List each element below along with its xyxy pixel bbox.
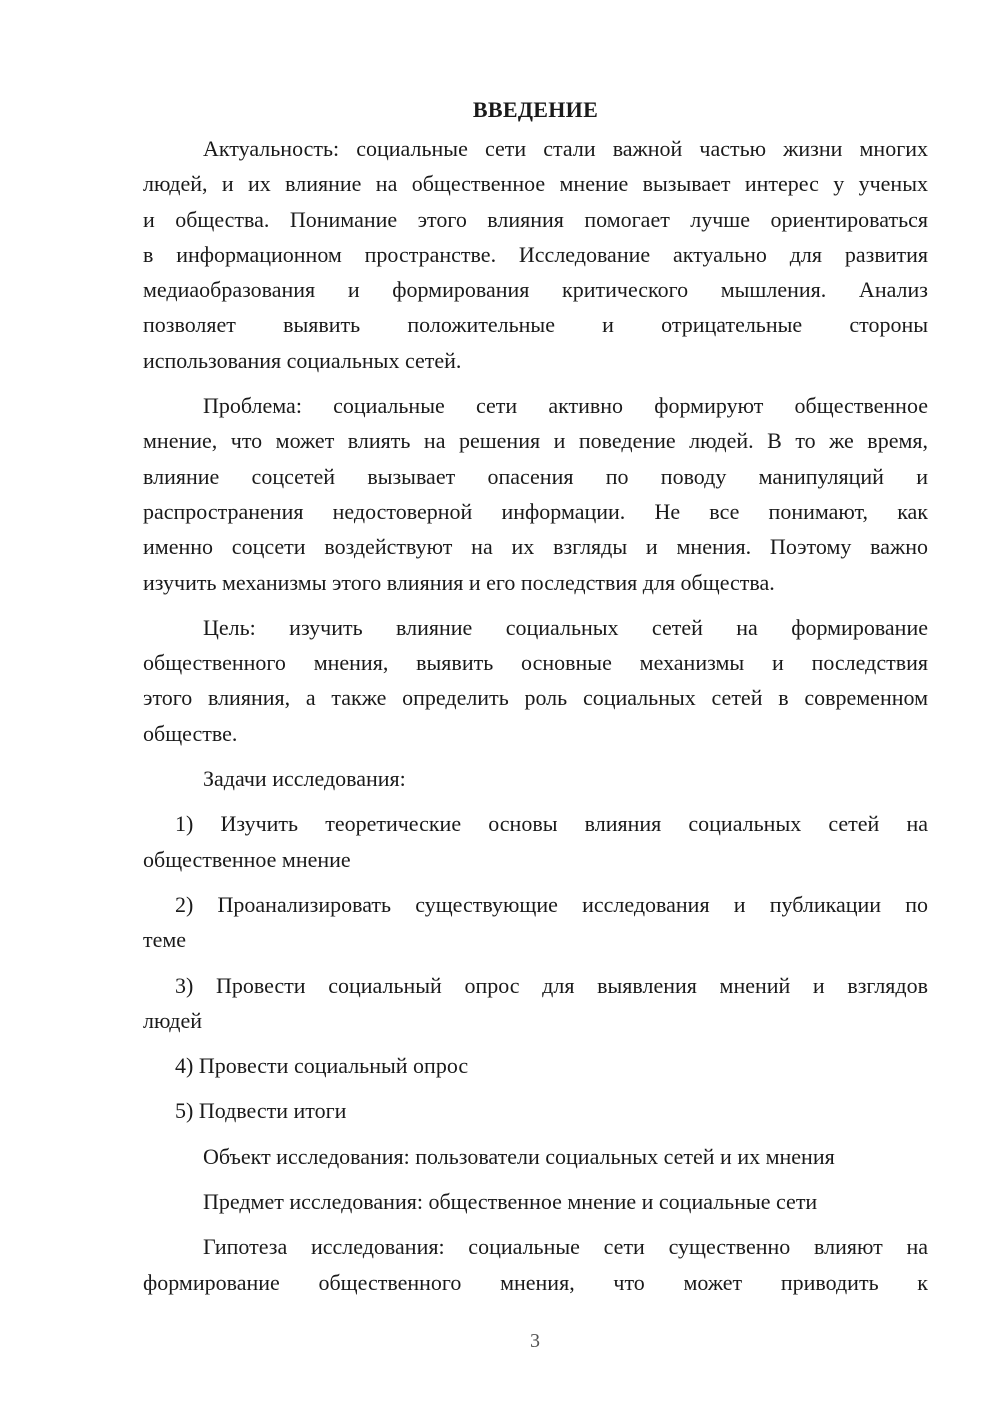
text-line: Проблема: социальные сети активно формируют общественное — [203, 393, 928, 419]
object-paragraph: Объект исследования: пользователи социальных сетей и их мнения — [203, 1143, 835, 1169]
relevance-paragraph — [143, 131, 928, 378]
text-line: людей — [143, 1007, 203, 1033]
document-page — [143, 92, 928, 1310]
tasks-heading: Задачи исследования: — [203, 766, 406, 792]
list-item: 5) Подвести итоги — [175, 1098, 347, 1124]
list-item — [143, 968, 928, 1039]
text-line: влияние соцсетей вызывает опасения по поводу манипуляций и — [143, 463, 928, 489]
text-line: теме — [143, 927, 187, 953]
text-line: использования социальных сетей. — [143, 347, 462, 373]
text-line: Актуальность: социальные сети стали важной частью жизни многих — [203, 136, 928, 161]
text-line: изучить механизмы этого влияния и его последствия для общества. — [143, 569, 775, 595]
hypothesis-paragraph — [143, 1229, 928, 1300]
text-line: распространения недостоверной информации. Не все понимают, как — [143, 498, 928, 524]
list-item: 4) Провести социальный опрос — [175, 1053, 469, 1079]
text-line: общественное мнение — [143, 846, 351, 872]
text-line: людей, и их влияние на общественное мнение вызывает интерес у ученых — [143, 171, 928, 197]
text-line: мнение, что может влиять на решения и поведение людей. В то же время, — [143, 428, 928, 454]
text-line: Гипотеза исследования: социальные сети существенно влияют на — [203, 1234, 928, 1260]
subject-paragraph: Предмет исследования: общественное мнение и социальные сети — [203, 1189, 818, 1215]
text-line: и общества. Понимание этого влияния помогает лучше ориентироваться — [143, 206, 928, 232]
text-line: 2) Проанализировать существующие исследования и публикации по — [175, 891, 928, 917]
text-line: обществе. — [143, 720, 238, 746]
text-line: позволяет выявить положительные и отрицательные стороны — [143, 312, 928, 338]
problem-paragraph — [143, 388, 928, 600]
text-line: медиаобразования и формирования критического мышления. Анализ — [143, 277, 928, 303]
text-line: 1) Изучить теоретические основы влияния социальных сетей на — [175, 811, 928, 837]
text-line: формирование общественного мнения, что может приводить к — [143, 1269, 928, 1295]
text-line: в информационном пространстве. Исследование актуально для развития — [143, 241, 928, 267]
text-line: именно соцсети воздействуют на их взгляды и мнения. Поэтому важно — [143, 534, 928, 560]
text-line: Цель: изучить влияние социальных сетей на формирование — [203, 614, 928, 640]
page-title: ВВЕДЕНИЕ — [472, 97, 599, 122]
page-number: 3 — [530, 1330, 540, 1352]
goal-paragraph — [143, 610, 928, 751]
text-line: этого влияния, а также определить роль социальных сетей в современном — [143, 685, 928, 711]
text-line: общественного мнения, выявить основные механизмы и последствия — [143, 650, 928, 676]
text-line: 3) Провести социальный опрос для выявления мнений и взглядов — [175, 972, 928, 998]
list-item — [143, 806, 928, 877]
list-item — [143, 887, 928, 958]
